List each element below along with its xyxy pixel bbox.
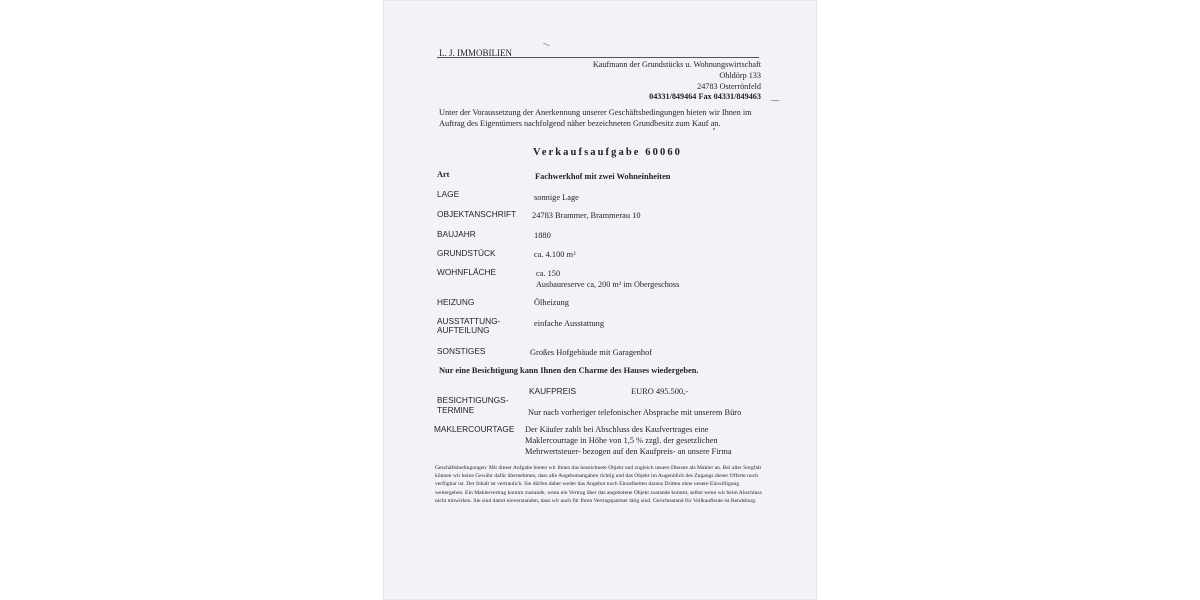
- label-baujahr: BAUJAHR: [437, 229, 476, 239]
- label-besichtigung: BESICHTIGUNGS-: [437, 395, 509, 405]
- terms-fineprint: Geschäftsbedingungen: Mit dieser Aufgabe bieten wir Ihnen das bezeichnete Objekt und zugleich unsere Dienste als Makler an. Bei aller Sorgfalt können wir keine Gewähr dafür übernehmen, dass alle Angebotsangaben richtig und das Objekt im Augenblick des Zugangs dieser Offerte noch verfügbar ist. Der Inhalt ist vertraulich. Sie dürfen daher weder das Angebot noch Einzelheiten daraus Dritten ohne unsere Einwilligung weitergeben. Ein Maklervertrag kommt zustande, wenn ein Vertrag über das angebotene Objekt zustande kommt, selbst wenn wir beim Abschluss nicht mitwirken. Sie sind damit einverstanden, dass wir auch für Ihren Vertragspartner tätig sind. Gerichtsstand für Vollkaufleute ist Rendsburg.: [435, 465, 762, 504]
- label-kaufpreis: KAUFPREIS: [529, 386, 577, 396]
- value-besichtigung: Nur nach vorheriger telefonischer Absprache mit unserem Büro: [528, 408, 742, 417]
- address-line-street: Ohldörp 133: [719, 71, 761, 80]
- label-art: Art: [437, 170, 450, 179]
- address-line-city: 24783 Osterrönfeld: [697, 82, 761, 91]
- courtage-line-1: Der Käufer zahlt bei Abschluss des Kaufvertrages eine: [525, 425, 709, 434]
- value-lage: sonnige Lage: [534, 193, 579, 202]
- value-baujahr: 1880: [534, 231, 551, 240]
- charm-statement: Nur eine Besichtigung kann Ihnen den Charme des Hauses wiedergeben.: [439, 366, 699, 375]
- intro-text: Unter der Voraussetzung der Anerkennung unserer Geschäftsbedingungen bieten wir Ihnen im Auftrag des Eigentümers nachfolgend näher bezeichneten Grundbesitz zum Kauf an.: [439, 108, 752, 128]
- value-ausbaureserve: Ausbaureserve ca, 200 m² im Obergeschoss: [536, 280, 680, 289]
- label-maklercourtage: MAKLERCOURTAGE: [434, 424, 515, 434]
- value-sonstiges: Großes Hofgebäude mit Garagenhof: [530, 348, 653, 357]
- courtage-line-3: Mehrwertsteuer- bezogen auf den Kaufpreis- an unsere Firma: [525, 447, 732, 456]
- label-wohnflaeche: WOHNFLÄCHE: [437, 267, 497, 277]
- label-lage: LAGE: [437, 189, 460, 199]
- label-aufteilung: AUFTEILUNG: [437, 325, 490, 335]
- header-rule: [437, 57, 759, 58]
- value-art: Fachwerkhof mit zwei Wohneinheiten: [535, 172, 671, 181]
- label-ausstattung: AUSSTATTUNG-: [437, 316, 501, 326]
- value-ausstattung: einfache Ausstattung: [534, 319, 605, 328]
- company-name: L. J. IMMOBILIEN: [439, 48, 512, 58]
- label-termine: TERMINE: [437, 405, 475, 415]
- scan-mark: [771, 100, 779, 101]
- value-heizung: Ölheizung: [534, 298, 569, 307]
- scan-mark: [543, 43, 550, 47]
- offer-title: Verkaufsaufgabe 60060: [533, 147, 683, 158]
- value-objektanschrift: 24783 Brammer, Brammerau 10: [532, 211, 641, 220]
- label-grundstueck: GRUNDSTÜCK: [437, 248, 496, 258]
- value-kaufpreis: EURO 495.500,-: [631, 387, 688, 396]
- address-line-profession: Kaufmann der Grundstücks u. Wohnungswirtschaft: [592, 60, 761, 69]
- value-wohnflaeche: ca. 150: [536, 269, 561, 278]
- label-objektanschrift: OBJEKTANSCHRIFT: [437, 209, 517, 219]
- address-line-phone: 04331/849464 Fax 04331/849463: [649, 92, 761, 101]
- value-grundstueck: ca. 4.100 m²: [534, 250, 576, 259]
- label-heizung: HEIZUNG: [437, 297, 475, 307]
- document-page: [383, 0, 817, 600]
- courtage-line-2: Maklercourtage in Höhe von 1,5 % zzgl. der gesetzlichen: [525, 436, 718, 445]
- label-sonstiges: SONSTIGES: [437, 346, 486, 356]
